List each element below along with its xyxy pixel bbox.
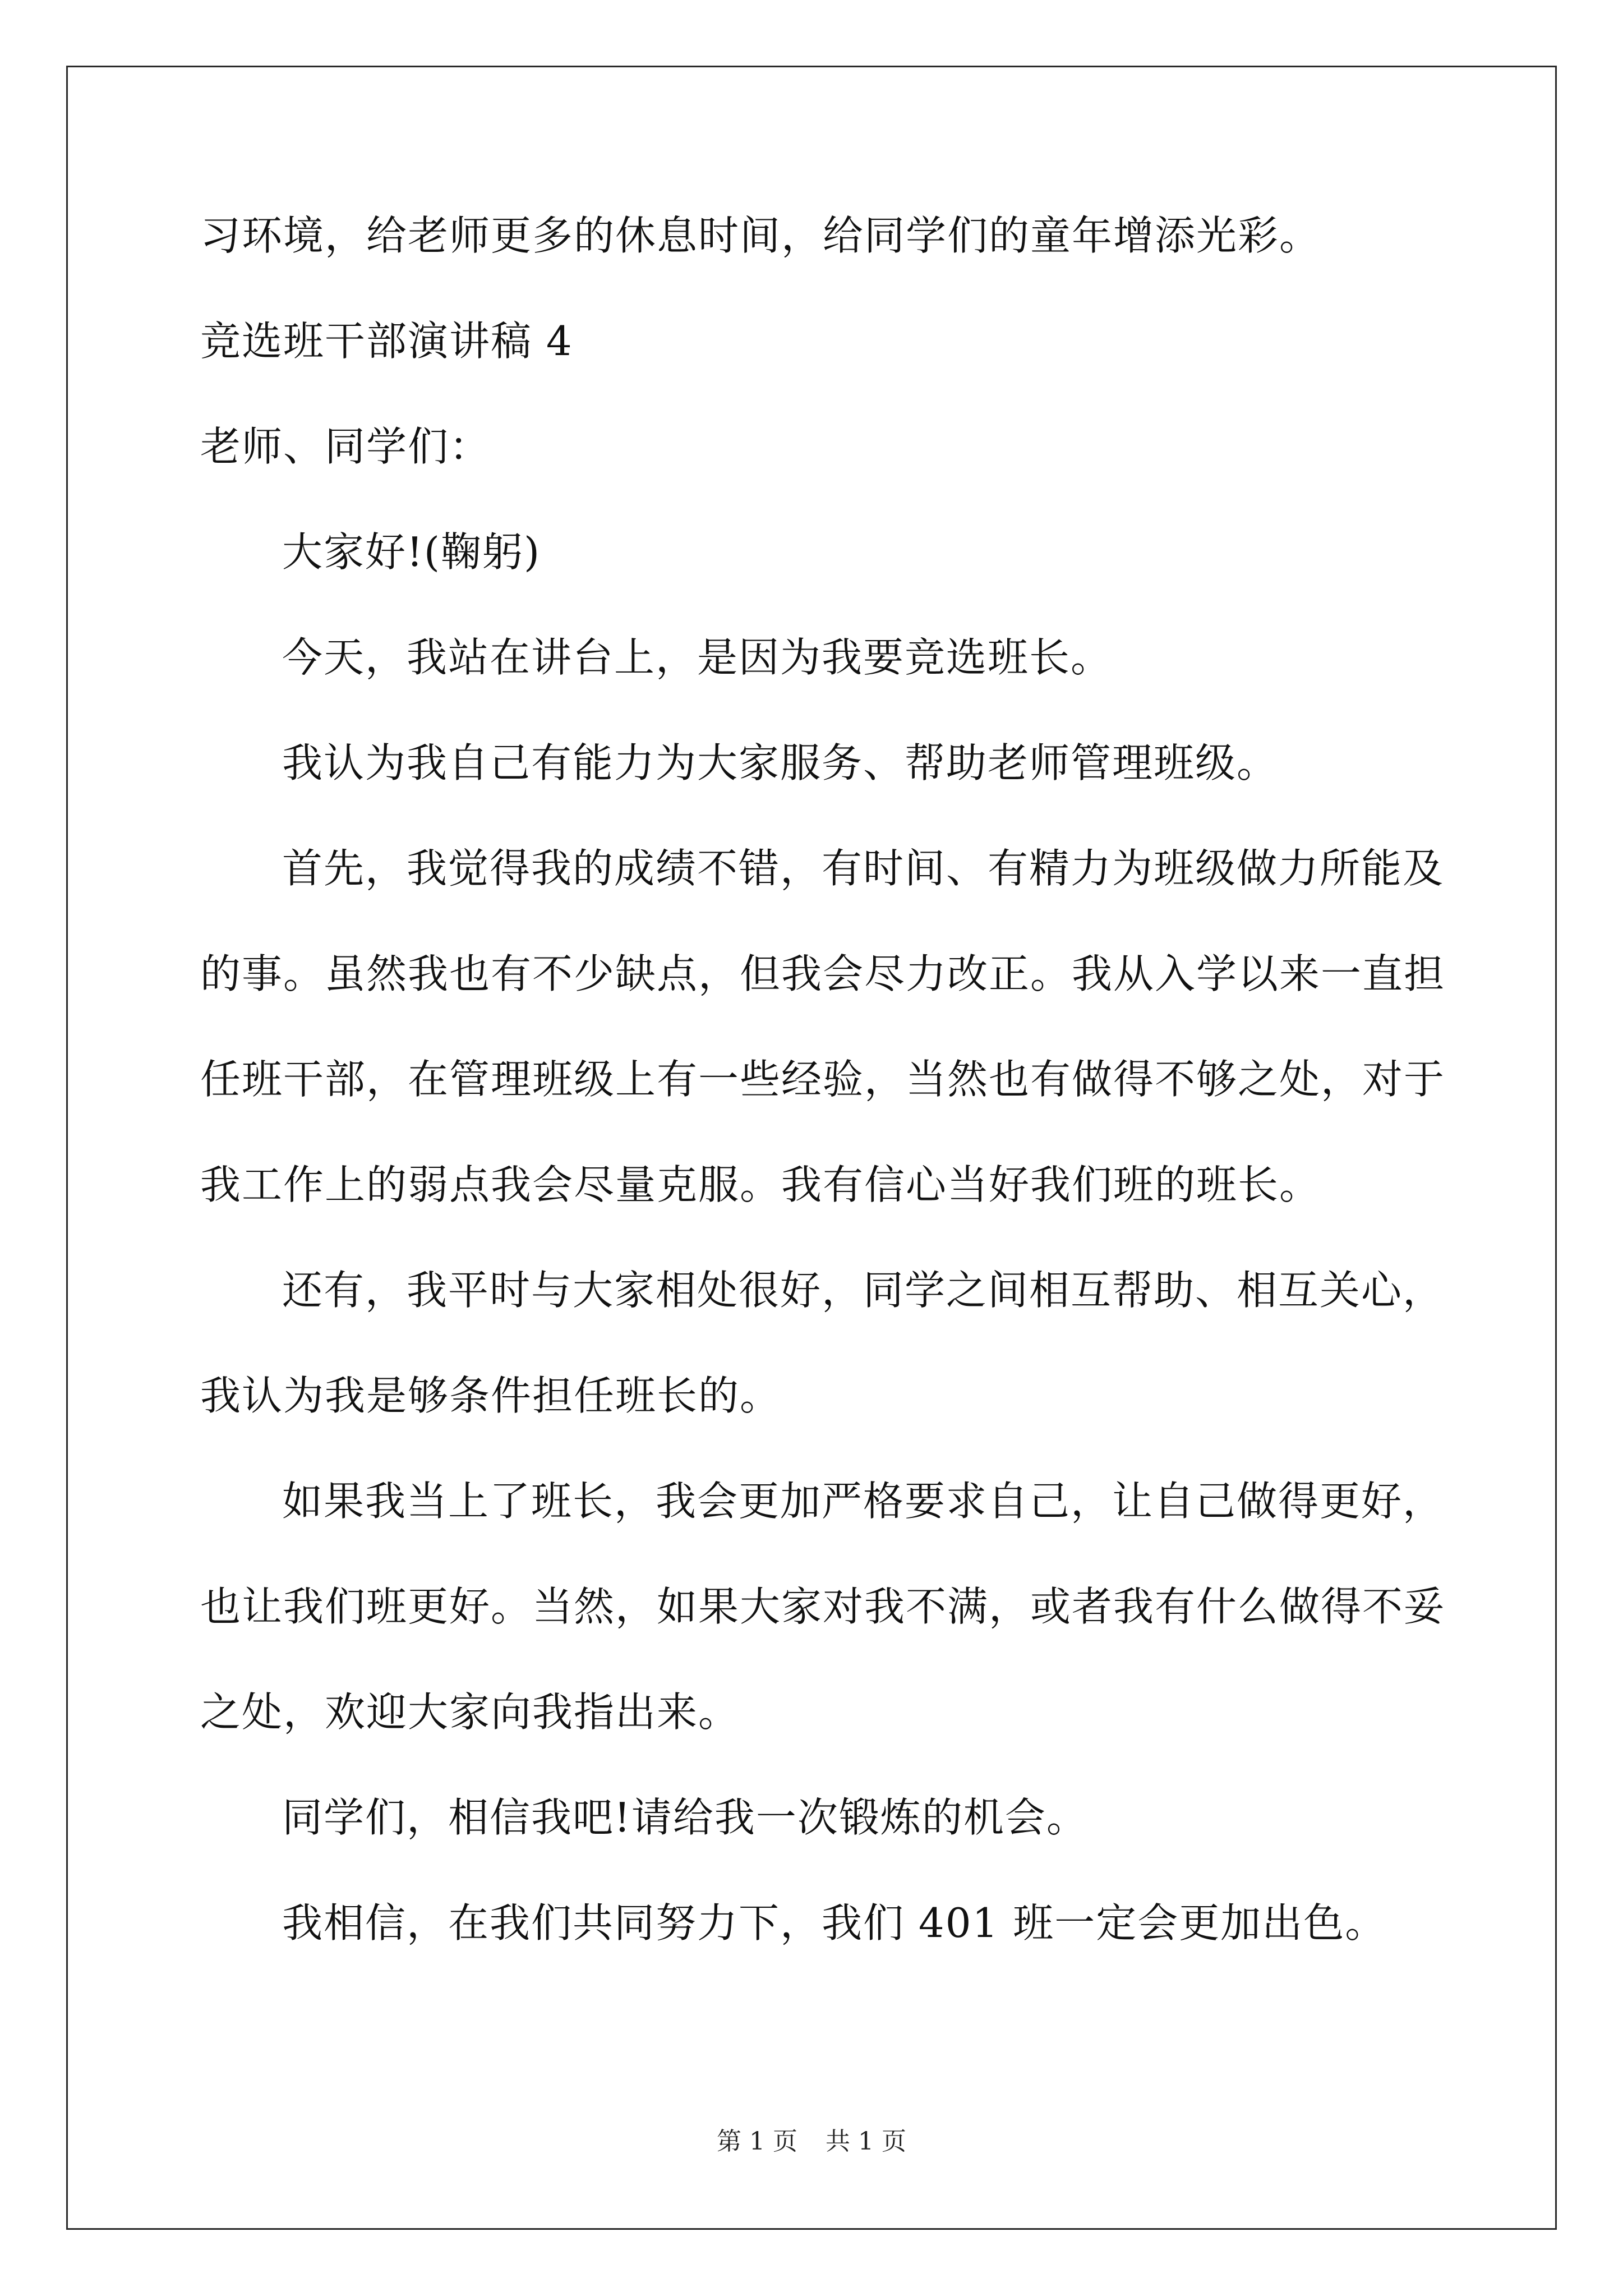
text-line: 今天，我站在讲台上，是因为我要竞选班长。 <box>282 634 1113 681</box>
section-title: 竞选班干部演讲稿 4 <box>200 318 573 365</box>
page-number: 第 1 页 <box>717 2127 797 2156</box>
salutation: 老师、同学们： <box>200 423 491 470</box>
text-line: 之处，欢迎大家向我指出来。 <box>200 1688 740 1736</box>
text-line: 的事。虽然我也有不少缺点，但我会尽力改正。我从入学以来一直担 <box>200 950 1446 997</box>
page-total: 共 1 页 <box>826 2127 906 2156</box>
text-line: 我认为我是够条件担任班长的。 <box>200 1372 782 1419</box>
text-line: 如果我当上了班长，我会更加严格要求自己，让自己做得更好， <box>282 1478 1445 1525</box>
page-footer <box>0 2126 1623 2157</box>
text-line: 还有，我平时与大家相处很好，同学之间相互帮助、相互关心， <box>282 1267 1445 1314</box>
text-line: 同学们，相信我吧!请给我一次锻炼的机会。 <box>282 1794 1088 1841</box>
text-line: 任班干部，在管理班级上有一些经验，当然也有做得不够之处，对于 <box>200 1056 1446 1103</box>
text-line: 大家好!(鞠躬) <box>282 528 541 576</box>
text-line: 我相信，在我们共同努力下，我们 401 班一定会更加出色。 <box>282 1899 1387 1947</box>
text-line: 我认为我自己有能力为大家服务、帮助老师管理班级。 <box>282 739 1279 786</box>
text-line: 我工作上的弱点我会尽量克服。我有信心当好我们班的班长。 <box>200 1161 1321 1208</box>
text-line: 也让我们班更好。当然，如果大家对我不满，或者我有什么做得不妥 <box>200 1583 1446 1630</box>
text-line: 习环境，给老师更多的休息时间，给同学们的童年增添光彩。 <box>200 212 1321 259</box>
text-line: 首先，我觉得我的成绩不错，有时间、有精力为班级做力所能及 <box>282 845 1445 892</box>
